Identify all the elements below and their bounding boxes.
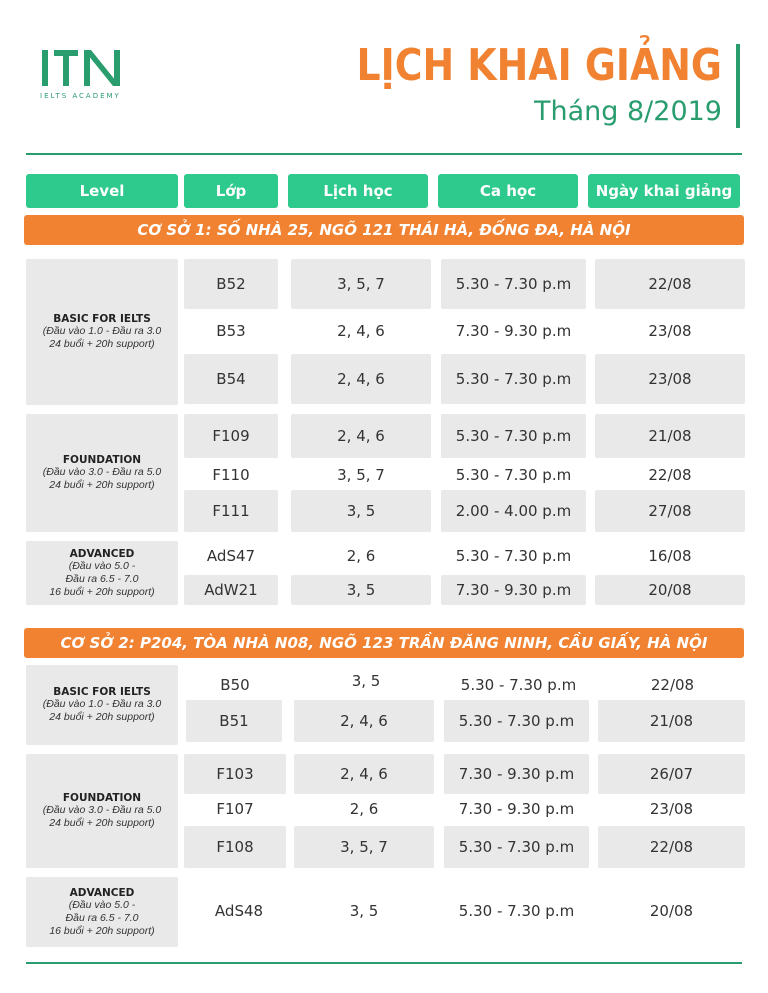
level-foundation-2 <box>26 754 178 868</box>
table-cell-class: B53 <box>216 322 246 340</box>
table-cell-schedule: 3, 5, 7 <box>291 259 431 309</box>
table-cell-class: B54 <box>184 354 278 404</box>
table-cell-time: 5.30 - 7.30 p.m <box>458 902 575 920</box>
header-level: Level <box>26 174 178 208</box>
table-cell-start: 22/08 <box>595 259 745 309</box>
table-cell-class: F110 <box>212 466 250 484</box>
table-cell-time: 7.30 - 9.30 p.m <box>458 800 575 818</box>
level-advanced-2 <box>26 877 178 947</box>
table-cell-schedule: 2, 6 <box>349 800 379 818</box>
level-desc: (Đầu vào 5.0 - Đầu ra 6.5 - 7.0 16 buổi + 20h support) <box>49 559 155 598</box>
page-title: LỊCH KHAI GIẢNG <box>356 40 722 91</box>
level-desc: (Đầu vào 3.0 - Đầu ra 5.0 24 buổi + 20h support) <box>42 804 162 829</box>
bottom-divider <box>26 962 742 964</box>
table-cell-schedule: 3, 5, 7 <box>337 466 385 484</box>
table-cell-time: 5.30 - 7.30 p.m <box>460 676 577 694</box>
table-cell-start: 22/08 <box>650 676 695 694</box>
table-cell-schedule: 2, 4, 6 <box>291 414 431 458</box>
table-cell-start: 21/08 <box>598 700 745 742</box>
table-cell-start: 23/08 <box>595 354 745 404</box>
table-cell-class: F108 <box>184 826 286 868</box>
table-cell-start: 21/08 <box>595 414 745 458</box>
level-name: BASIC FOR IELTS <box>53 686 151 698</box>
level-foundation-1 <box>26 414 178 532</box>
level-basic-1 <box>26 259 178 405</box>
level-desc: (Đầu vào 3.0 - Đầu ra 5.0 24 buổi + 20h support) <box>42 466 162 491</box>
title-accent-bar <box>736 44 740 128</box>
table-cell-start: 23/08 <box>648 322 692 340</box>
table-cell-schedule: 3, 5 <box>351 672 381 690</box>
table-cell-time: 5.30 - 7.30 p.m <box>441 414 586 458</box>
table-cell-start: 23/08 <box>649 800 694 818</box>
table-cell-time: 7.30 - 9.30 p.m <box>444 754 589 794</box>
level-desc: (Đầu vào 1.0 - Đầu ra 3.0 24 buổi + 20h support) <box>42 325 162 350</box>
level-desc: (Đầu vào 1.0 - Đầu ra 3.0 24 buổi + 20h support) <box>42 698 162 723</box>
table-cell-time: 5.30 - 7.30 p.m <box>444 700 589 742</box>
table-cell-schedule: 2, 4, 6 <box>294 754 434 794</box>
table-cell-class: F111 <box>184 490 278 532</box>
table-cell-start: 20/08 <box>649 902 694 920</box>
table-cell-class: AdS48 <box>214 902 264 920</box>
level-name: BASIC FOR IELTS <box>53 313 151 325</box>
level-desc: (Đầu vào 5.0 - Đầu ra 6.5 - 7.0 16 buổi + 20h support) <box>49 898 155 937</box>
table-cell-time: 2.00 - 4.00 p.m <box>441 490 586 532</box>
page-subtitle: Tháng 8/2019 <box>534 96 722 127</box>
level-advanced-1 <box>26 541 178 605</box>
table-cell-start: 20/08 <box>595 575 745 605</box>
table-cell-start: 27/08 <box>595 490 745 532</box>
branch-1-banner: CƠ SỞ 1: SỐ NHÀ 25, NGÕ 121 THÁI HÀ, ĐỐNG ĐA, HÀ NỘI <box>24 215 744 245</box>
table-cell-schedule: 3, 5 <box>291 575 431 605</box>
level-basic-2 <box>26 665 178 745</box>
table-cell-class: F107 <box>216 800 254 818</box>
table-cell-class: AdS47 <box>206 547 256 565</box>
table-cell-time: 5.30 - 7.30 p.m <box>441 354 586 404</box>
table-cell-start: 22/08 <box>598 826 745 868</box>
table-cell-time: 7.30 - 9.30 p.m <box>455 322 572 340</box>
level-name: ADVANCED <box>69 547 135 560</box>
table-cell-schedule: 2, 4, 6 <box>291 354 431 404</box>
table-cell-time: 5.30 - 7.30 p.m <box>455 547 572 565</box>
header-time: Ca học <box>438 174 578 208</box>
table-cell-class: F103 <box>184 754 286 794</box>
table-cell-time: 5.30 - 7.30 p.m <box>444 826 589 868</box>
table-cell-time: 7.30 - 9.30 p.m <box>441 575 586 605</box>
table-cell-schedule: 3, 5 <box>291 490 431 532</box>
table-cell-time: 5.30 - 7.30 p.m <box>455 466 572 484</box>
table-cell-class: B52 <box>184 259 278 309</box>
table-cell-schedule: 3, 5 <box>349 902 379 920</box>
level-name: ADVANCED <box>69 886 135 899</box>
level-name: FOUNDATION <box>62 454 142 466</box>
table-cell-schedule: 3, 5, 7 <box>294 826 434 868</box>
table-cell-start: 26/07 <box>598 754 745 794</box>
table-cell-start: 22/08 <box>648 466 692 484</box>
table-cell-class: B50 <box>220 676 250 694</box>
top-divider <box>26 153 742 155</box>
table-cell-schedule: 2, 6 <box>346 547 376 565</box>
table-cell-schedule: 2, 4, 6 <box>294 700 434 742</box>
table-cell-time: 5.30 - 7.30 p.m <box>441 259 586 309</box>
table-cell-start: 16/08 <box>648 547 692 565</box>
table-cell-schedule: 2, 4, 6 <box>337 322 385 340</box>
header-start-date: Ngày khai giảng <box>588 174 740 208</box>
branch-2-banner: CƠ SỞ 2: P204, TÒA NHÀ N08, NGÕ 123 TRẦN ĐĂNG NINH, CẦU GIẤY, HÀ NỘI <box>24 628 744 658</box>
header-class: Lớp <box>184 174 278 208</box>
header-schedule: Lịch học <box>288 174 428 208</box>
level-name: FOUNDATION <box>62 792 142 804</box>
table-cell-class: AdW21 <box>184 575 278 605</box>
logo-subtitle: IELTS ACADEMY <box>40 92 121 100</box>
table-cell-class: F109 <box>184 414 278 458</box>
table-cell-class: B51 <box>186 700 282 742</box>
